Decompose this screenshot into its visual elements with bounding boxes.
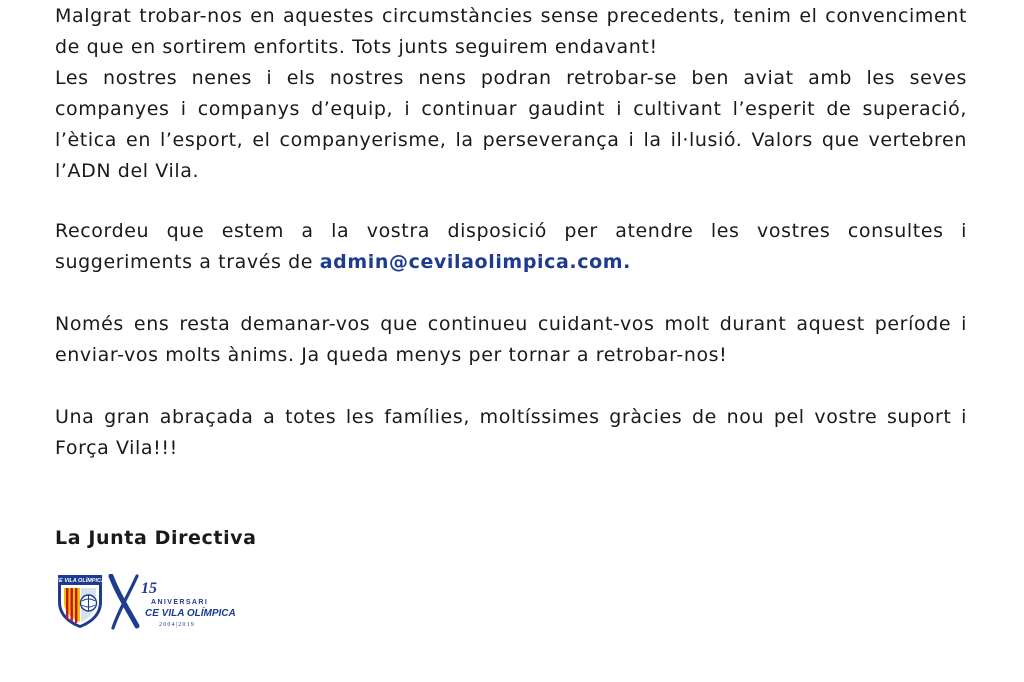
paragraph-closing: Només ens resta demanar-vos que continueu cuidant-vos molt durant aquest període i enviar-vos molts ànims. Ja queda menys per tornar a retrobar-nos! [55,313,967,366]
anniversary-years: 2004|2019 [159,622,196,628]
anniversary-number: 15 [141,580,157,597]
paragraph-contact-text: Recordeu que estem a la vostra disposició per atendre les vostres consultes i suggeriments a través de [55,220,967,273]
crest-text: CE VILA OLÍMPICA [55,578,105,584]
club-crest-logo [55,572,105,630]
paragraph-intro [55,1,967,187]
anniversary-logo [107,574,257,630]
anniversary-club-name: CE VILA OLÍMPICA [145,608,236,619]
logos [55,572,255,632]
anniversary-label: ANIVERSARI [151,599,209,606]
paragraph-contact [55,216,967,278]
paragraph-intro-line-1: Malgrat trobar-nos en aquestes circumstàncies sense precedents, tenim el convenciment de que en sortirem enfortits. Tots junts seguirem endavant! [55,5,967,58]
paragraph-intro-line-2: Les nostres nenes i els nostres nens podran retrobar-se ben aviat amb les seves companyes i companys d’equip, i continuar gaudint i cultivant l’esperit de superació, l’ètica en l’esport, el companyerisme, la perseverança i la il·lusió. Valors que vertebren l’ADN del Vila. [55,67,967,182]
signature: La Junta Directiva [55,527,257,549]
paragraph-farewell: Una gran abraçada a totes les famílies, moltíssimes gràcies de nou pel vostre suport i Força Vila!!! [55,406,967,459]
contact-email-period: . [623,251,631,273]
contact-email-link[interactable]: admin@cevilaolimpica.com [319,251,624,273]
